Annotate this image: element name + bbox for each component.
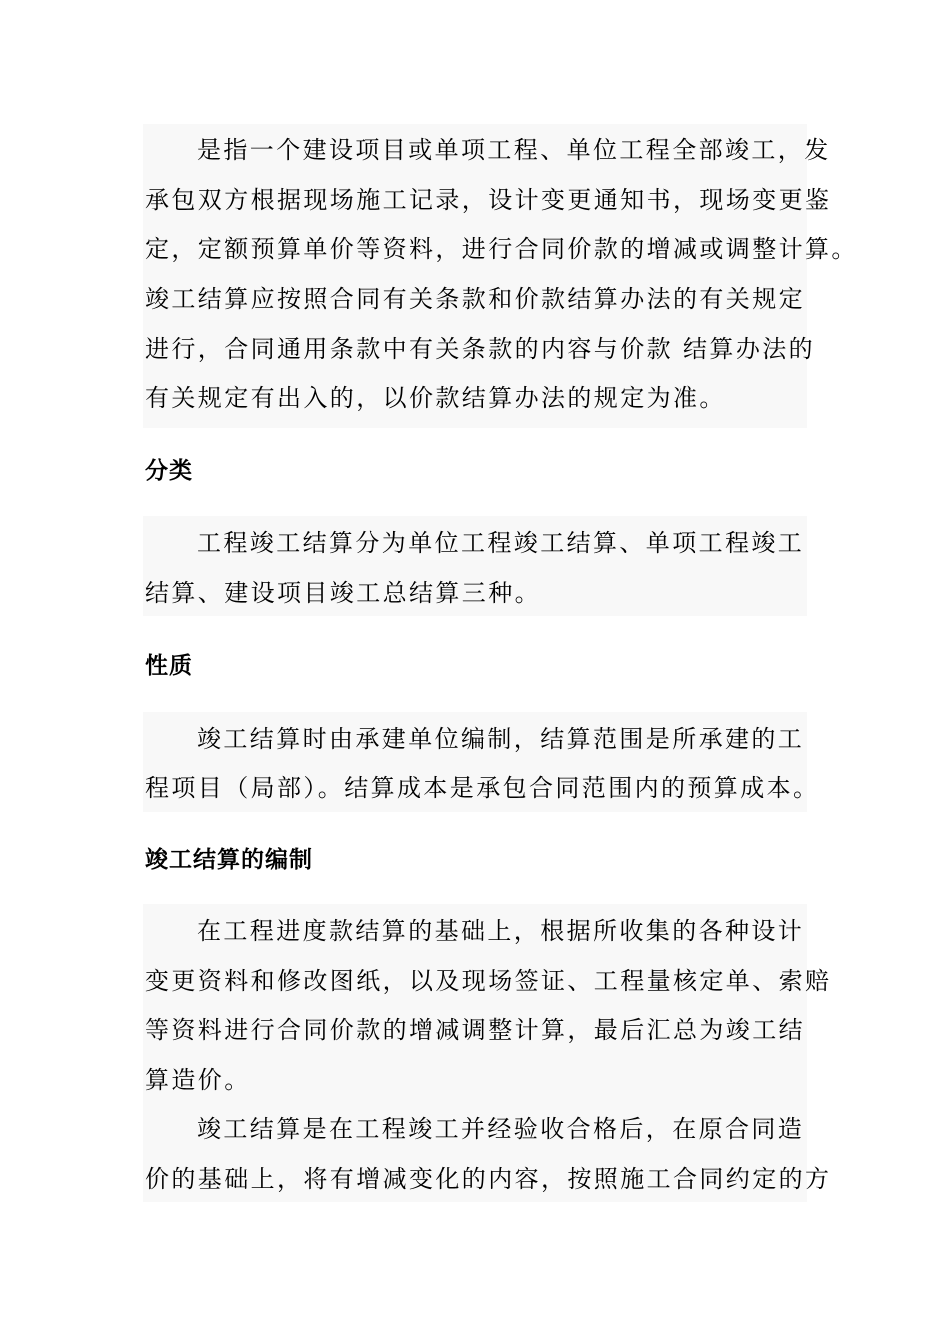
classification-line: 结算、建设项目竣工总结算三种。: [145, 579, 541, 607]
section-heading-classification: 分类: [145, 458, 193, 484]
intro-line: 竣工结算应按照合同有关条款和价款结算办法的有关规定: [145, 285, 805, 313]
intro-line: 是指一个建设项目或单项工程、单位工程全部竣工，发: [197, 136, 831, 164]
text-background-compilation: [143, 904, 807, 1202]
intro-line: 有关规定有出入的，以价款结算办法的规定为准。: [145, 384, 726, 412]
nature-line: 竣工结算时由承建单位编制，结算范围是所承建的工: [197, 725, 805, 753]
compilation-line: 竣工结算是在工程竣工并经验收合格后，在原合同造: [197, 1115, 805, 1143]
classification-line: 工程竣工结算分为单位工程竣工结算、单项工程竣工: [197, 529, 805, 557]
compilation-line: 变更资料和修改图纸，以及现场签证、工程量核定单、索赔: [145, 967, 832, 995]
intro-line: 承包双方根据现场施工记录，设计变更通知书，现场变更鉴: [145, 186, 832, 214]
section-heading-nature: 性质: [145, 653, 193, 679]
section-heading-compilation: 竣工结算的编制: [145, 847, 313, 873]
compilation-line: 等资料进行合同价款的增减调整计算，最后汇总为竣工结: [145, 1016, 805, 1044]
intro-line: 进行，合同通用条款中有关条款的内容与价款 结算办法的: [145, 335, 816, 363]
compilation-line: 在工程进度款结算的基础上，根据所收集的各种设计: [197, 917, 805, 945]
intro-line: 定，定额预算单价等资料，进行合同价款的增减或调整计算。: [145, 235, 858, 263]
compilation-line: 算造价。: [145, 1066, 251, 1094]
compilation-line: 价的基础上，将有增减变化的内容，按照施工合同约定的方: [145, 1165, 832, 1193]
nature-line: 程项目（局部）。结算成本是承包合同范围内的预算成本。: [145, 774, 820, 802]
